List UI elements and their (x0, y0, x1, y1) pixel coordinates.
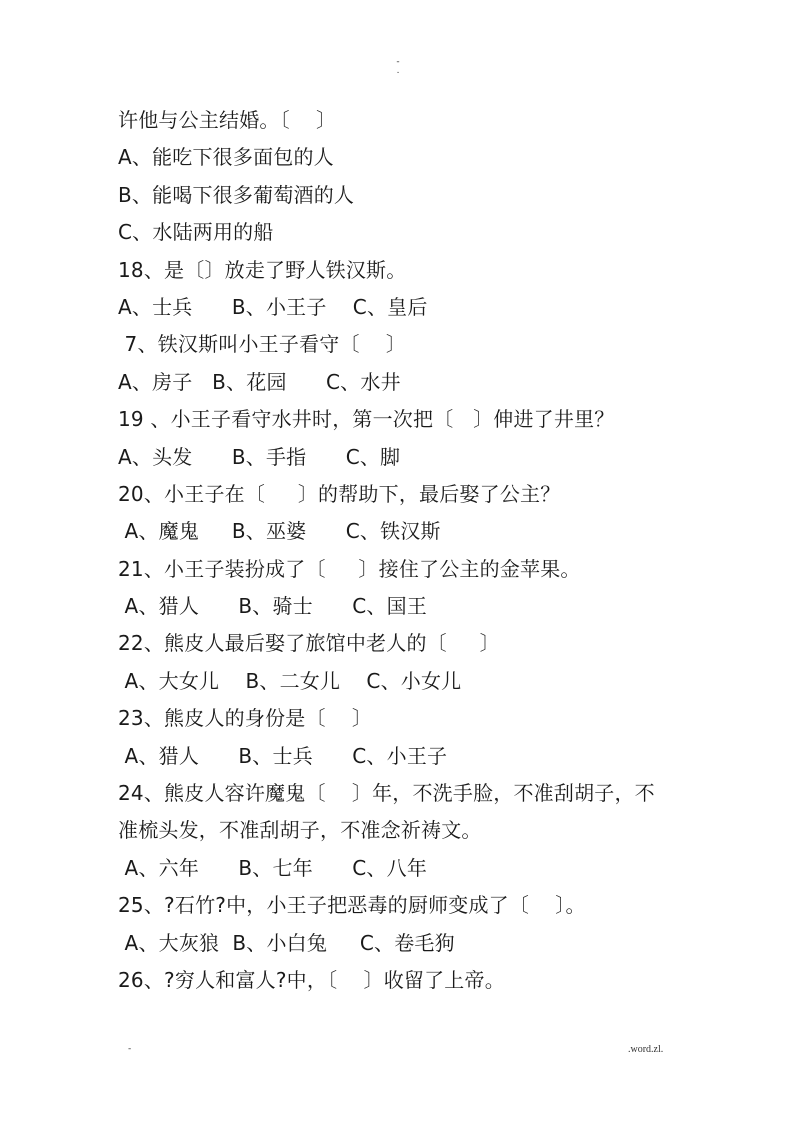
option-line: A、大女儿 B、二女儿 C、小女儿 (118, 668, 462, 693)
question-line: 21、小王子装扮成了〔 〕接住了公主的金苹果。 (118, 556, 581, 581)
option-line: A、大灰狼 B、小白兔 C、卷毛狗 (118, 930, 455, 955)
option-line: A、魔鬼 B、巫婆 C、铁汉斯 (118, 519, 441, 544)
option-line: B、能喝下很多葡萄酒的人 (118, 182, 355, 207)
question-continuation: 准梳头发，不准刮胡子，不准念祈祷文。 (118, 818, 482, 843)
footer-watermark: .word.zl. (628, 1044, 664, 1055)
question-line: 23、熊皮人的身份是〔 〕 (118, 706, 373, 731)
question-list (118, 102, 688, 999)
footer-left-mark: - (128, 1044, 132, 1054)
question-line: 24、熊皮人容许魔鬼〔 〕年，不洗手脸，不准刮胡子，不 (118, 781, 655, 806)
question-line: 26、?穷人和富人?中，〔 〕收留了上帝。 (118, 967, 505, 992)
option-line: A、猎人 B、骑士 C、国王 (118, 594, 428, 619)
question-line: 25、?石竹?中，小王子把恶毒的厨师变成了〔 〕。 (118, 893, 586, 918)
option-line: A、头发 B、手指 C、脚 (118, 444, 401, 469)
header-dot: . (396, 66, 400, 76)
option-line: A、能吃下很多面包的人 (118, 145, 334, 170)
option-line: A、房子 B、花园 C、水井 (118, 369, 401, 394)
option-line: A、猎人 B、士兵 C、小王子 (118, 743, 448, 768)
question-line: 20、小王子在〔 〕的帮助下，最后娶了公主？ (118, 481, 561, 506)
option-line: A、士兵 B、小王子 C、皇后 (118, 294, 428, 319)
header-dash: - (396, 57, 400, 67)
text-line: 许他与公主结婚。〔 〕 (118, 108, 337, 132)
question-line: 19 、小王子看守水井时，第一次把〔 〕伸进了井里？ (118, 407, 615, 432)
option-line: C、水陆两用的船 (118, 220, 274, 245)
question-line: 18、是〔〕放走了野人铁汉斯。 (118, 257, 407, 282)
question-line: 7、铁汉斯叫小王子看守〔 〕 (118, 332, 407, 357)
header-mark (392, 58, 404, 76)
question-line: 22、熊皮人最后娶了旅馆中老人的〔 〕 (118, 631, 500, 656)
option-line: A、六年 B、七年 C、八年 (118, 855, 428, 880)
